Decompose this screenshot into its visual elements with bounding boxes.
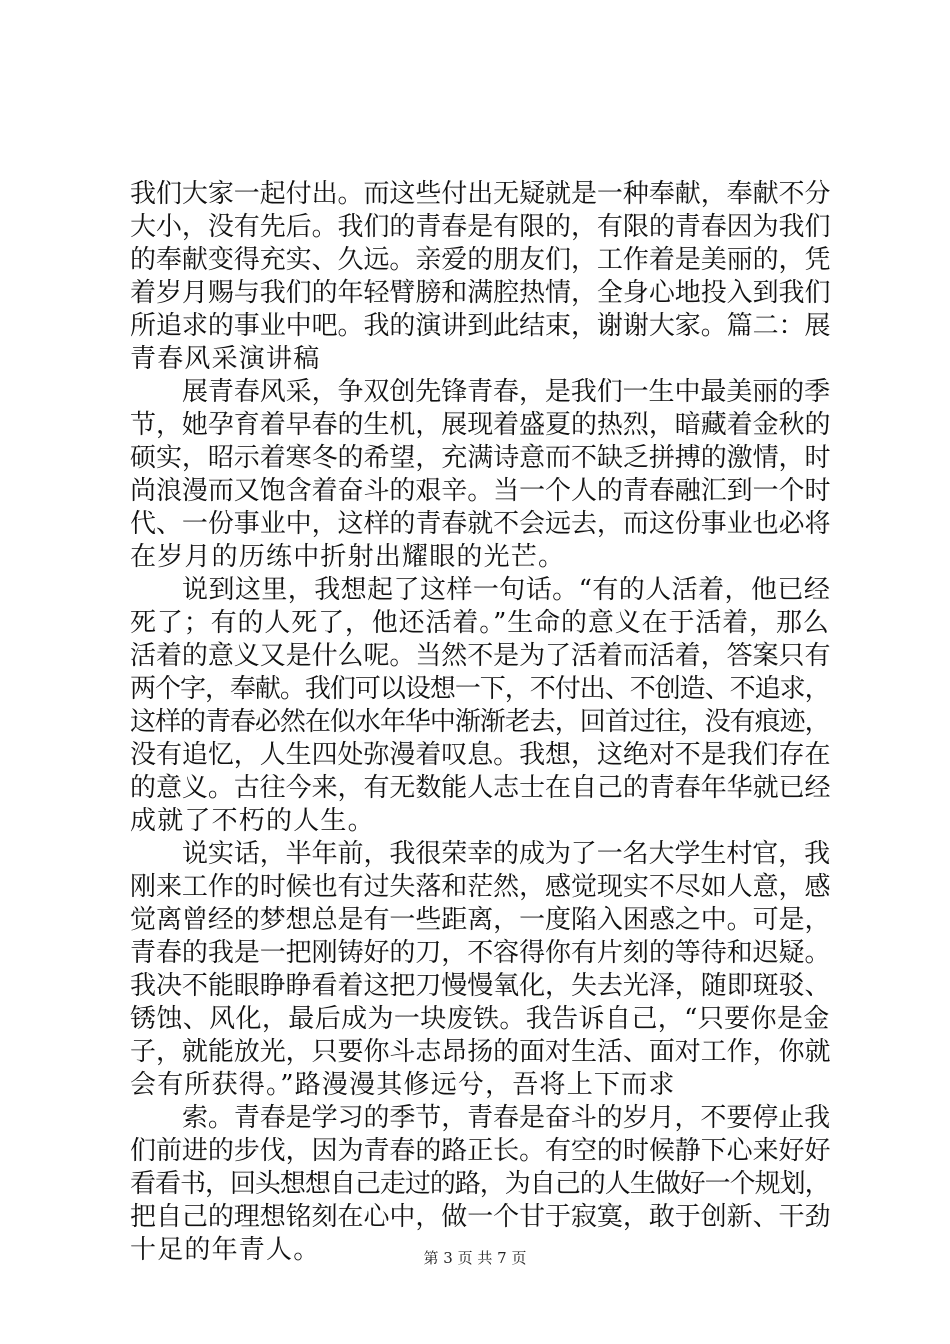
paragraph-first-line: 索。青春是学习的季节，青春是奋斗的岁月，不要停止我 (182, 1103, 831, 1133)
text-line: 刚来工作的时候也有过失落和茫然，感觉现实不尽如人意，感 (130, 872, 831, 902)
paragraph-first-line: 展青春风采，争双创先锋青春，是我们一生中最美丽的季 (182, 377, 831, 407)
text-line: 所追求的事业中吧。我的演讲到此结束，谢谢大家。篇二：展 (130, 311, 831, 341)
text-line: 着岁月赐与我们的年轻臂膀和满腔热情，全身心地投入到我们 (130, 278, 831, 308)
text-line: 锈蚀、风化，最后成为一块废铁。我告诉自己，“只要你是金 (130, 1004, 830, 1034)
text-line: 我们大家一起付出。而这些付出无疑就是一种奉献，奉献不分 (130, 179, 831, 209)
text-line: 觉离曾经的梦想总是有一些距离，一度陷入困惑之中。可是， (130, 905, 831, 935)
text-line: 我决不能眼睁睁看着这把刀慢慢氧化，失去光泽，随即斑驳、 (130, 971, 831, 1001)
text-line: 会有所获得。”路漫漫其修远兮，吾将上下而求 (130, 1070, 676, 1100)
text-line: 在岁月的历练中折射出耀眼的光芒。 (130, 542, 566, 572)
text-line: 把自己的理想铭刻在心中，做一个甘于寂寞，敢于创新、干劲 (130, 1202, 831, 1232)
page-number-label: 第 3 页 共 7 页 (423, 1249, 527, 1267)
text-line: 们前进的步伐，因为青春的路正长。有空的时候静下心来好好 (130, 1136, 831, 1166)
paragraph-first-line: 说实话，半年前，我很荣幸的成为了一名大学生村官，我 (182, 839, 831, 869)
text-line: 两个字，奉献。我们可以设想一下，不付出、不创造、不追求， (130, 674, 830, 704)
text-line: 活着的意义又是什么呢。当然不是为了活着而活着，答案只有 (130, 641, 831, 671)
text-line: 子，就能放光，只要你斗志昂扬的面对生活、面对工作，你就 (130, 1037, 831, 1067)
text-line: 成就了不朽的人生。 (130, 806, 375, 836)
text-line: 青春的我是一把刚铸好的刀，不容得你有片刻的等待和迟疑。 (130, 938, 831, 968)
text-line: 没有追忆，人生四处弥漫着叹息。我想，这绝对不是我们存在 (130, 740, 831, 770)
text-line: 大小，没有先后。我们的青春是有限的，有限的青春因为我们 (130, 212, 831, 242)
text-line: 代、一份事业中，这样的青春就不会远去，而这份事业也必将 (130, 509, 831, 539)
page-footer (0, 1247, 950, 1268)
text-line: 这样的青春必然在似水年华中渐渐老去，回首过往，没有痕迹， (130, 707, 830, 737)
text-line: 的奉献变得充实、久远。亲爱的朋友们，工作着是美丽的，凭 (130, 245, 831, 275)
paragraph-first-line: 说到这里，我想起了这样一句话。“有的人活着，他已经 (182, 575, 831, 605)
text-line: 青春风采演讲稿 (130, 344, 321, 374)
text-line: 的意义。古往今来，有无数能人志士在自己的青春年华就已经 (130, 773, 831, 803)
text-line: 十足的年青人。 (130, 1235, 321, 1265)
text-line: 死了；有的人死了，他还活着。”生命的意义在于活着，那么 (130, 608, 830, 638)
text-line: 节，她孕育着早春的生机，展现着盛夏的热烈，暗藏着金秋的 (130, 410, 831, 440)
text-line: 尚浪漫而又饱含着奋斗的艰辛。当一个人的青春融汇到一个时 (130, 476, 831, 506)
document-body (130, 178, 830, 1267)
text-line: 硕实，昭示着寒冬的希望，充满诗意而不缺乏拼搏的激情，时 (130, 443, 831, 473)
text-line: 看看书，回头想想自己走过的路，为自己的人生做好一个规划， (130, 1169, 830, 1199)
